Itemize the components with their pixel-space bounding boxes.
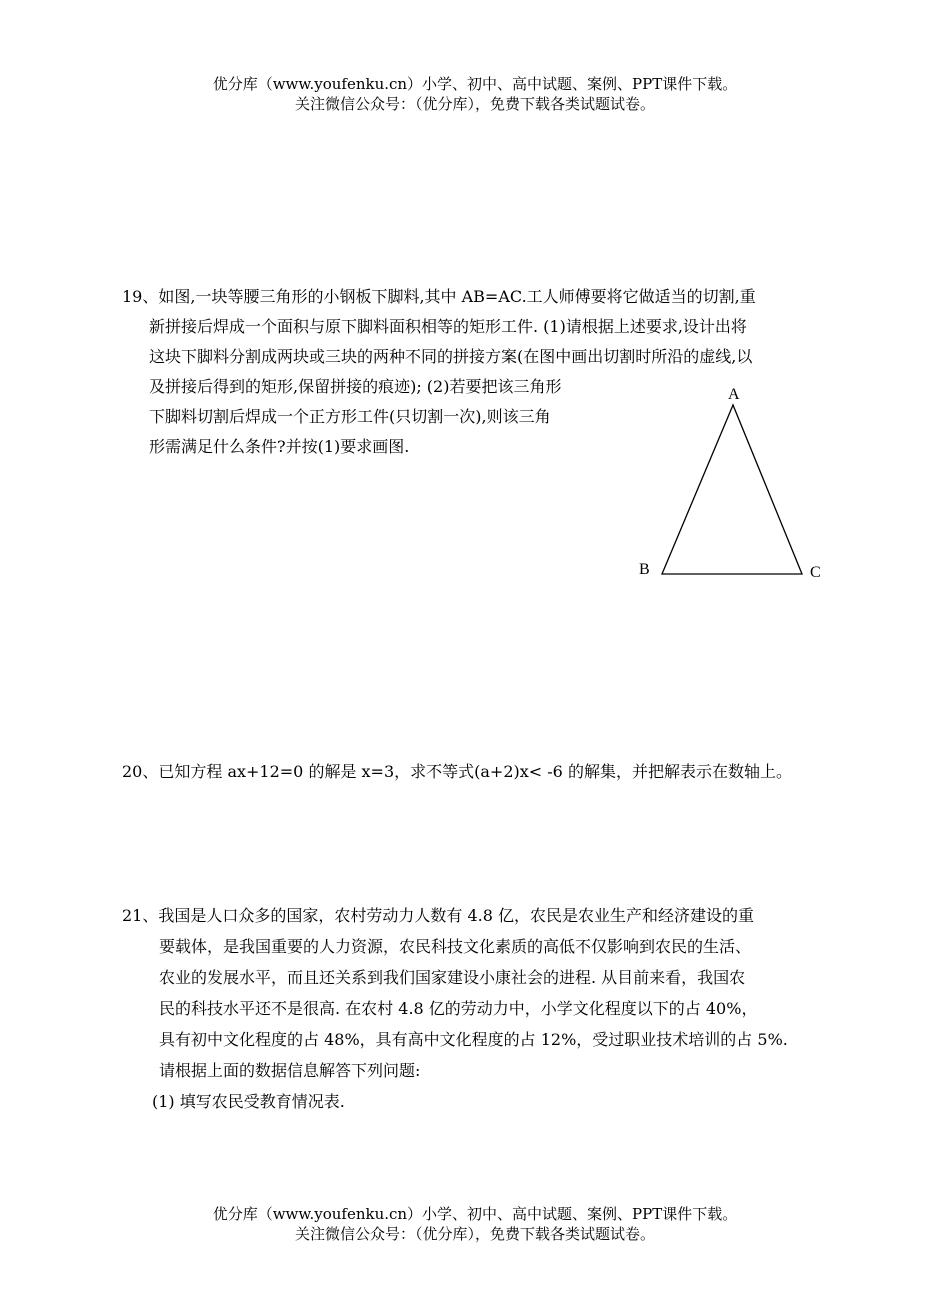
q21-line-4: 民的科技水平还不是很高. 在农村 4.8 亿的劳动力中，小学文化程度以下的占 40%， [159,999,758,1018]
footer-line-1: 优分库（www.youfenku.cn）小学、初中、高中试题、案例、PPT课件下载。 [212,1205,738,1223]
vertex-label-c: C [810,564,821,581]
q21-line-3: 农业的发展水平，而且还关系到我们国家建设小康社会的进程. 从目前来看，我国农 [159,968,746,987]
triangle-abc [662,405,802,574]
q19-line-3: 这块下脚料分割成两块或三块的两种不同的拼接方案(在图中画出切割时所沿的虚线,以 [149,347,753,366]
footer-line-2: 关注微信公众号：（优分库），免费下载各类试题试卷。 [294,1225,655,1243]
q21-line-6: 请根据上面的数据信息解答下列问题: [159,1061,421,1080]
q21-line-5: 具有初中文化程度的占 48%，具有高中文化程度的占 12%，受过职业技术培训的占 5%. [159,1030,788,1049]
q19-line-4: 及拼接后得到的矩形,保留拼接的痕迹); (2)若要把该三角形 [149,377,562,396]
vertex-label-b: B [639,561,650,578]
page-header [0,74,950,114]
q19-line-5: 下脚料切割后焊成一个正方形工件(只切割一次),则该三角 [149,407,551,426]
header-line-1: 优分库（www.youfenku.cn）小学、初中、高中试题、案例、PPT课件下载。 [212,75,738,93]
page-footer [0,1204,950,1244]
q19-line-1: 19、如图,一块等腰三角形的小钢板下脚料,其中 AB=AC.工人师傅要将它做适当的切割,重 [122,287,756,306]
q19-line-6: 形需满足什么条件?并按(1)要求画图. [149,437,410,456]
q20-text: 20、已知方程 ax+12=0 的解是 x=3，求不等式(a+2)x< -6 的解集，并把解表示在数轴上。 [122,762,792,781]
triangle-figure [630,380,840,590]
q21-line-1: 21、我国是人口众多的国家，农村劳动力人数有 4.8 亿，农民是农业生产和经济建设的重 [122,906,754,925]
vertex-label-a: A [728,386,740,403]
q21-line-2: 要载体，是我国重要的人力资源，农民科技文化素质的高低不仅影响到农民的生活、 [159,937,752,956]
q19-line-2: 新拼接后焊成一个面积与原下脚料面积相等的矩形工件. (1)请根据上述要求,设计出将 [149,317,747,336]
question-20 [122,760,792,784]
question-21 [122,900,788,1117]
header-line-2: 关注微信公众号：（优分库），免费下载各类试题试卷。 [294,95,655,113]
q21-subquestion-1: (1) 填写农民受教育情况表. [152,1092,345,1111]
